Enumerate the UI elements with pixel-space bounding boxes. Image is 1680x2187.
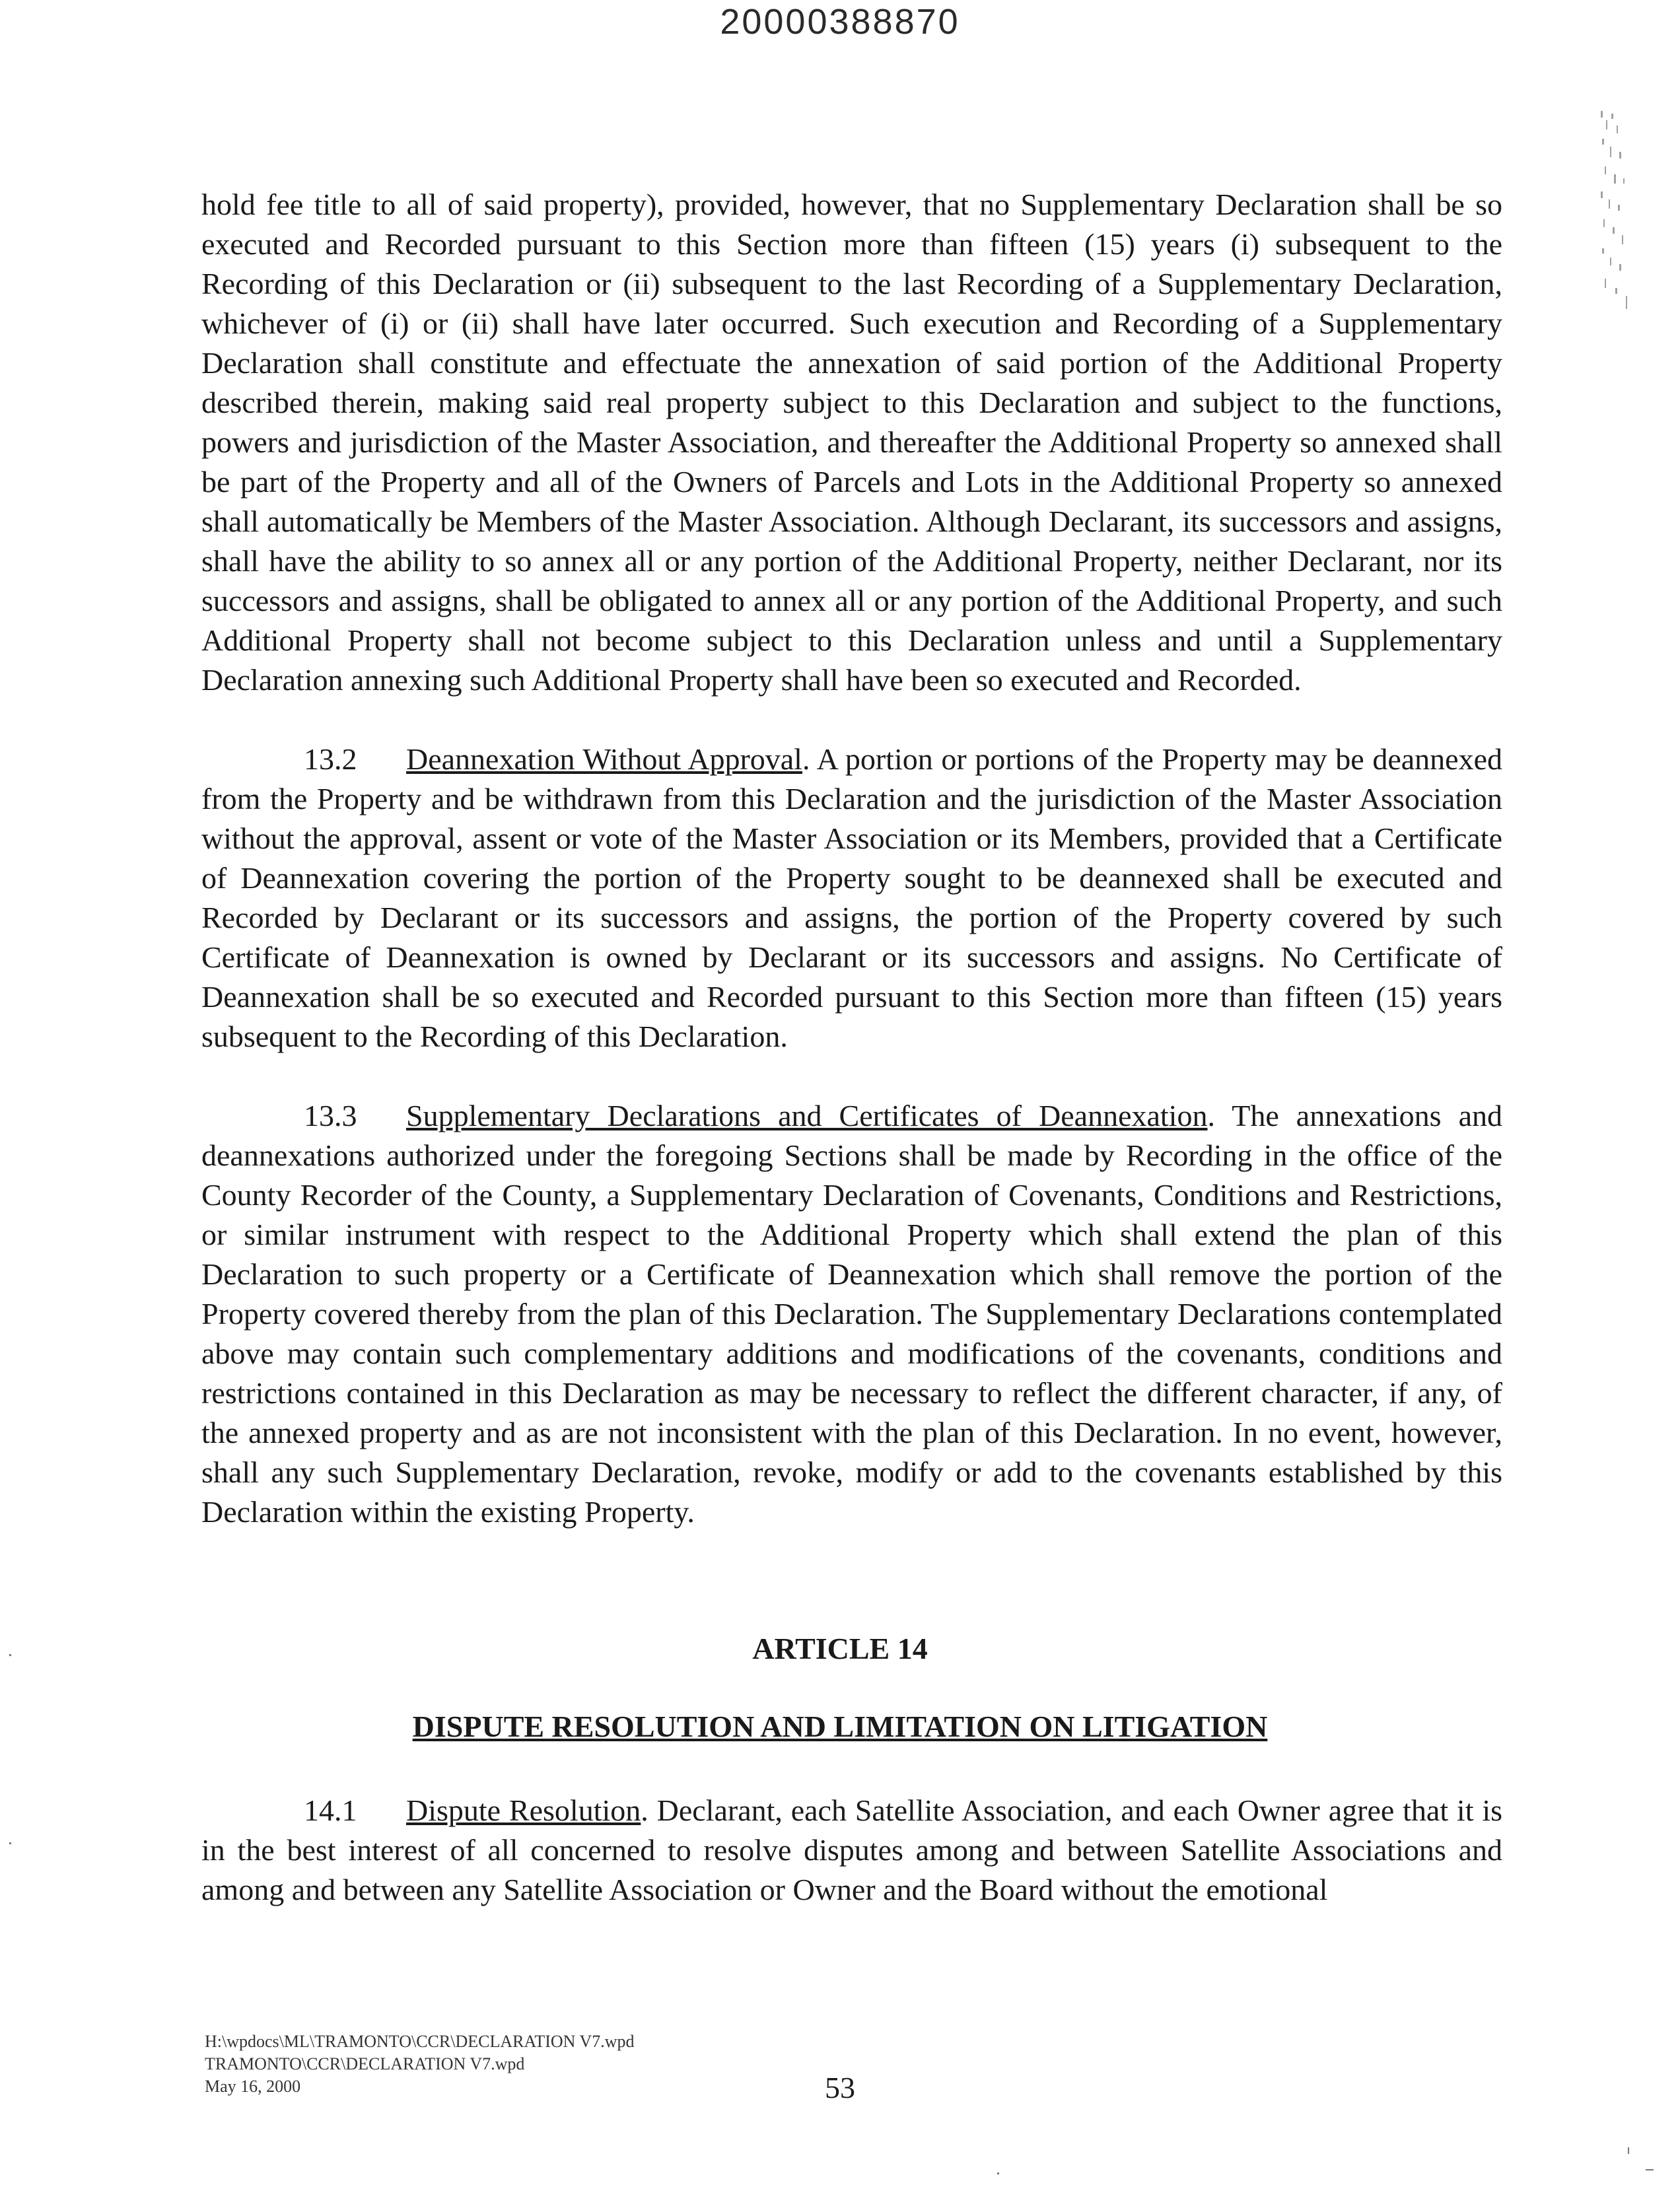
page-number: 53 [825,2071,855,2104]
section-13-2: 13.2 Deannexation Without Approval. A portion or portions of the Property may be deannexed from the Property and be withdrawn from this Declaration and the jurisdiction of the Master Association without the approval, assent or vote of the Master Association or its Members, provided that a Certificate of Deannexation covering the portion of the Property sought to be deannexed shall be executed and Recorded by Declarant or its successors and assigns, the portion of the Property covered by such Certificate of Deannexation is owned by Declarant or its successors and assigns. No Certificate of Deannexation shall be so executed and Recorded pursuant to this Section more than fifteen (15) years subsequent to the Recording of this Declaration. [201,740,1502,1057]
footer-date: May 16, 2000 [205,2077,301,2096]
section-heading: Supplementary Declarations and Certificates of Deannexation [406,1099,1208,1132]
section-heading: Dispute Resolution [406,1793,641,1827]
section-text: A portion or portions of the Property may be deannexed from the Property and be withdrawn from this Declaration and the jurisdiction of the Master Association without the approval, assent or vote of the Master Association or its Members, provided that a Certificate of Deannexation covering the portion of the Property sought to be deannexed shall be executed and Recorded by Declarant or its successors and assigns, the portion of the Property covered by such Certificate of Deannexation is owned by Declarant or its successors and assigns. No Certificate of Deannexation shall be so executed and Recorded pursuant to this Section more than fifteen (15) years subsequent to the Recording of this Declaration. [201,742,1503,1053]
article-title: ARTICLE 14 [752,1632,928,1665]
section-number: 13.3 [304,1099,357,1132]
section-number: 13.2 [304,742,357,776]
footer-path-line-2: TRAMONTO\CCR\DECLARATION V7.wpd [205,2054,525,2073]
section-heading: Deannexation Without Approval [406,742,802,776]
article-heading: DISPUTE RESOLUTION AND LIMITATION ON LITIGATION [412,1710,1268,1743]
footer-path-line-1: H:\wpdocs\ML\TRAMONTO\CCR\DECLARATION V7.wpd [205,2032,635,2051]
paragraph-continuation: hold fee title to all of said property), provided, however, that no Supplementary Declaration shall be so executed and Recorded pursuant to this Section more than fifteen (15) years (i) subsequent to the Recording of this Declaration or (ii) subsequent to the last Recording of a Supplementary Declaration, whichever of (i) or (ii) shall have later occurred. Such execution and Recording of a Supplementary Declaration shall constitute and effectuate the annexation of said portion of the Additional Property described therein, making said real property subject to this Declaration and subject to the functions, powers and jurisdiction of the Master Association, and thereafter the Additional Property so annexed shall be part of the Property and all of the Owners of Parcels and Lots in the Additional Property so annexed shall automatically be Members of the Master Association. Although Declarant, its successors and assigns, shall have the ability to so annex all or any portion of the Additional Property, neither Declarant, nor its successors and assigns, shall be obligated to annex all or any portion of the Additional Property, and such Additional Property shall not become subject to this Declaration unless and until a Supplementary Declaration annexing such Additional Property shall have been so executed and Recorded. [201,188,1502,697]
section-number: 14.1 [304,1793,357,1827]
section-text: The annexations and deannexations authorized under the foregoing Sections shall be made by Recording in the office of the County Recorder of the County, a Supplementary Declaration of Covenants, Conditions and Restrictions, or similar instrument with respect to the Additional Property which shall extend the plan of this Declaration to such property or a Certificate of Deannexation which shall remove the portion of the Property covered thereby from the plan of this Declaration. The Supplementary Declarations contemplated above may contain such complementary additions and modifications of the covenants, conditions and restrictions contained in this Declaration as may be necessary to reflect the different character, if any, of the annexed property and as are not inconsistent with the plan of this Declaration. In no event, however, shall any such Supplementary Declaration, revoke, modify or add to the covenants established by this Declaration within the existing Property. [201,1099,1502,1529]
section-14-1: 14.1 Dispute Resolution. Declarant, each Satellite Association, and each Owner agree that it is in the best interest of all concerned to resolve disputes among and between Satellite Associations and among and between any Satellite Association or Owner and the Board without the emotional [201,1791,1502,1910]
section-13-3: 13.3 Supplementary Declarations and Certificates of Deannexation. The annexations and deannexations authorized under the foregoing Sections shall be made by Recording in the office of the County Recorder of the County, a Supplementary Declaration of Covenants, Conditions and Restrictions, or similar instrument with respect to the Additional Property which shall extend the plan of this Declaration to such property or a Certificate of Deannexation which shall remove the portion of the Property covered thereby from the plan of this Declaration. The Supplementary Declarations contemplated above may contain such complementary additions and modifications of the covenants, conditions and restrictions contained in this Declaration as may be necessary to reflect the different character, if any, of the annexed property and as are not inconsistent with the plan of this Declaration. In no event, however, shall any such Supplementary Declaration, revoke, modify or add to the covenants established by this Declaration within the existing Property. [201,1096,1502,1532]
section-text: Declarant, each Satellite Association, and each Owner agree that it is in the best interest of all concerned to resolve disputes among and between Satellite Associations and among and between any Satellite Association or Owner and the Board without the emotional [201,1793,1503,1906]
document-number: 20000388870 [720,2,960,42]
